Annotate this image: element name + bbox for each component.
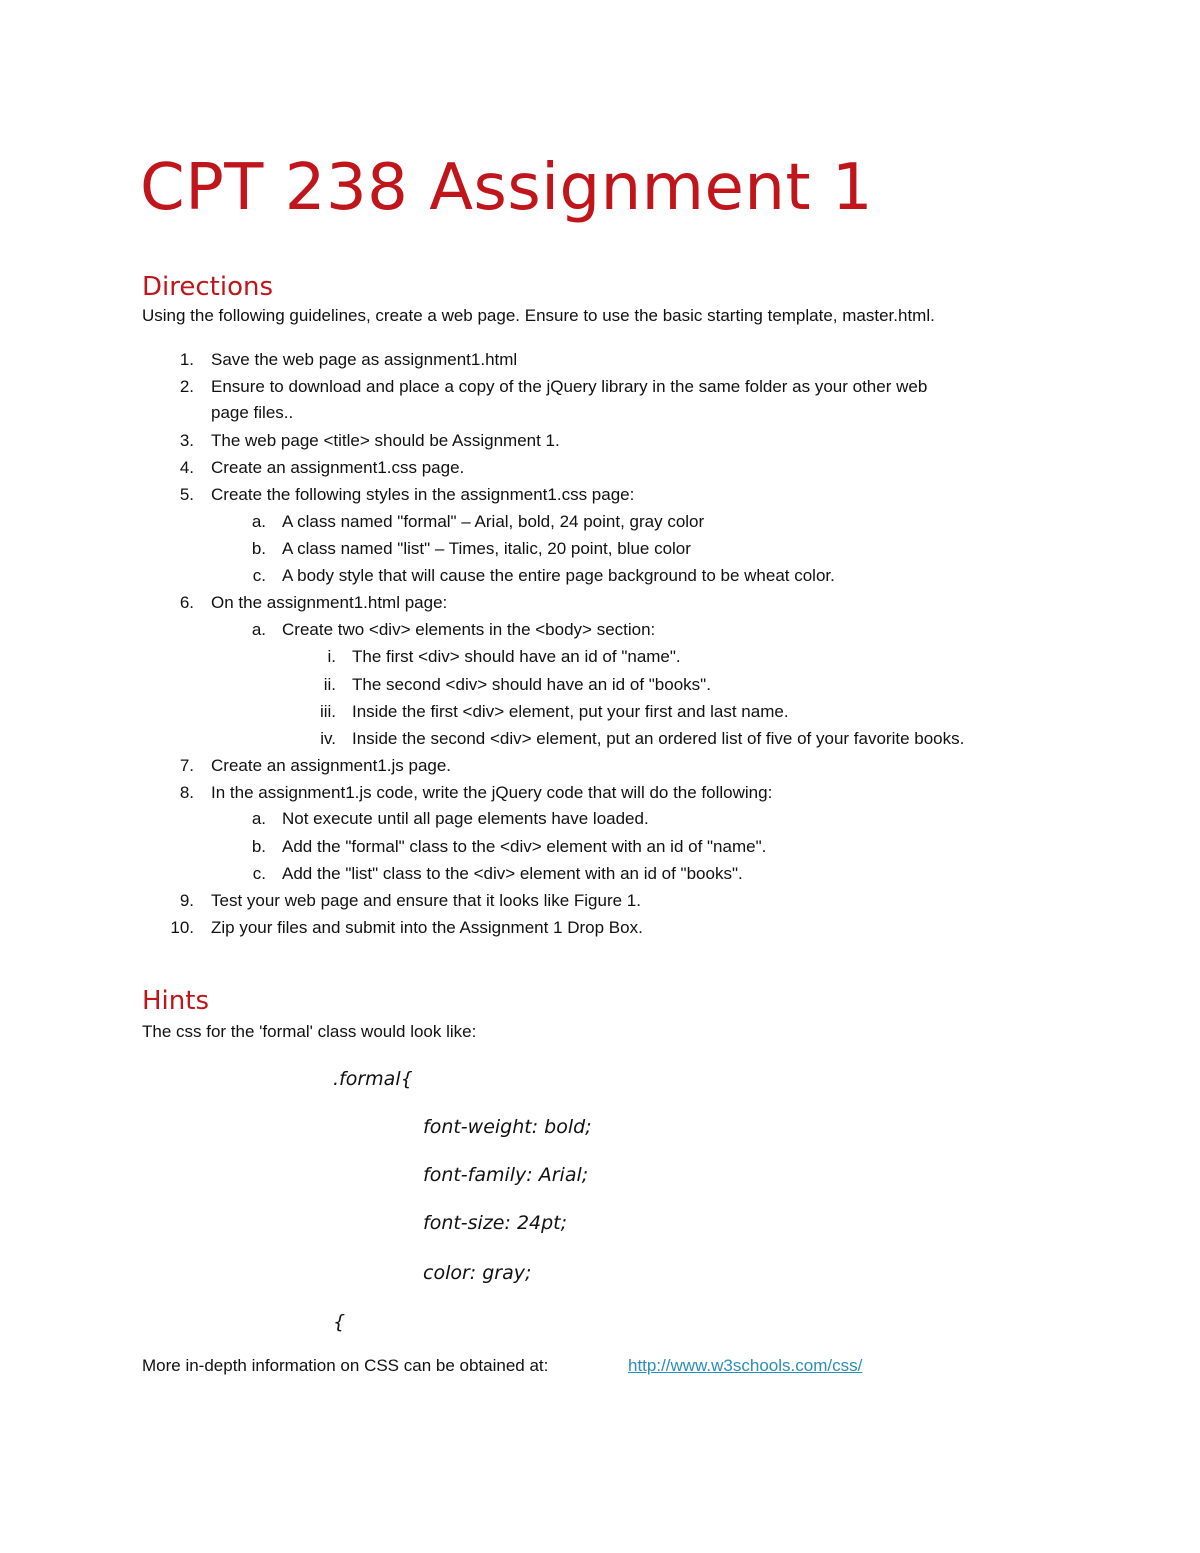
list-item-number: 8. <box>179 783 194 802</box>
list-item-text: Not execute until all page elements have loaded. <box>282 809 649 828</box>
list-item-number: c. <box>252 864 266 883</box>
list-item-number: 4. <box>179 458 194 477</box>
list-item-text: The second <div> should have an id of "books". <box>352 675 711 694</box>
list-item-number: iii. <box>319 702 336 721</box>
hints-heading: Hints <box>142 986 209 1016</box>
list-item-number: a. <box>251 809 266 828</box>
more-info-line <box>142 1355 548 1377</box>
list-item-number: iv. <box>320 729 336 748</box>
hints-intro: The css for the 'formal' class would look like: <box>142 1022 477 1041</box>
list-item-text: Create the following styles in the assignment1.css page: <box>211 485 635 504</box>
list-item-text: Save the web page as assignment1.html <box>211 350 518 369</box>
list-item-number: i. <box>327 647 336 666</box>
list-item-number: b. <box>251 539 266 558</box>
list-item-text: The web page <title> should be Assignment 1. <box>211 431 560 450</box>
code-line: font-family: Arial; <box>423 1164 589 1186</box>
list-item-text: In the assignment1.js code, write the jQuery code that will do the following: <box>211 783 773 802</box>
list-item-text: Add the "list" class to the <div> element with an id of "books". <box>282 864 743 883</box>
list-item-text: On the assignment1.html page: <box>211 593 448 612</box>
list-item-text: Add the "formal" class to the <div> element with an id of "name". <box>282 837 767 856</box>
list-item-text: Zip your files and submit into the Assignment 1 Drop Box. <box>211 918 643 937</box>
list-item-text: Create an assignment1.css page. <box>211 458 465 477</box>
list-item-text: A class named "formal" – Arial, bold, 24 point, gray color <box>282 512 705 531</box>
list-item-number: c. <box>252 566 266 585</box>
list-item-number: 5. <box>179 485 194 504</box>
directions-intro: Using the following guidelines, create a web page. Ensure to use the basic starting template, master.html. <box>142 306 935 325</box>
list-item-number: 2. <box>179 377 194 396</box>
code-close: { <box>333 1311 346 1333</box>
list-item-text: Create two <div> elements in the <body> section: <box>282 620 656 639</box>
code-line: color: gray; <box>423 1262 532 1284</box>
list-item-number: a. <box>251 512 266 531</box>
list-item-text: A class named "list" – Times, italic, 20 point, blue color <box>282 539 691 558</box>
list-item-number: b. <box>251 837 266 856</box>
list-item-text: Inside the first <div> element, put your first and last name. <box>352 702 789 721</box>
list-item-number: 6. <box>179 593 194 612</box>
list-item-text: Test your web page and ensure that it looks like Figure 1. <box>211 891 641 910</box>
list-item-number: 3. <box>179 431 194 450</box>
directions-heading: Directions <box>142 272 274 302</box>
list-item-text: The first <div> should have an id of "name". <box>352 647 681 666</box>
page-title: CPT 238 Assignment 1 <box>140 151 874 225</box>
list-item-number: 9. <box>179 891 194 910</box>
list-item-number: 7. <box>179 756 194 775</box>
code-open: .formal{ <box>333 1068 413 1090</box>
list-item-number: ii. <box>323 675 336 694</box>
more-info-text: More in-depth information on CSS can be obtained at: <box>142 1356 549 1375</box>
w3schools-css-link[interactable]: http://www.w3schools.com/css/ <box>628 1356 863 1375</box>
list-item-text: page files.. <box>211 403 294 422</box>
list-item-text: Create an assignment1.js page. <box>211 756 452 775</box>
list-item-text: A body style that will cause the entire page background to be wheat color. <box>282 566 835 585</box>
list-item-number: a. <box>251 620 266 639</box>
list-item-text: Ensure to download and place a copy of the jQuery library in the same folder as your other web <box>211 377 928 396</box>
list-item-text: Inside the second <div> element, put an ordered list of five of your favorite books. <box>352 729 965 748</box>
list-item-number: 10. <box>170 918 194 937</box>
list-item-number: 1. <box>179 350 194 369</box>
code-line: font-size: 24pt; <box>423 1212 568 1234</box>
code-line: font-weight: bold; <box>423 1116 592 1138</box>
